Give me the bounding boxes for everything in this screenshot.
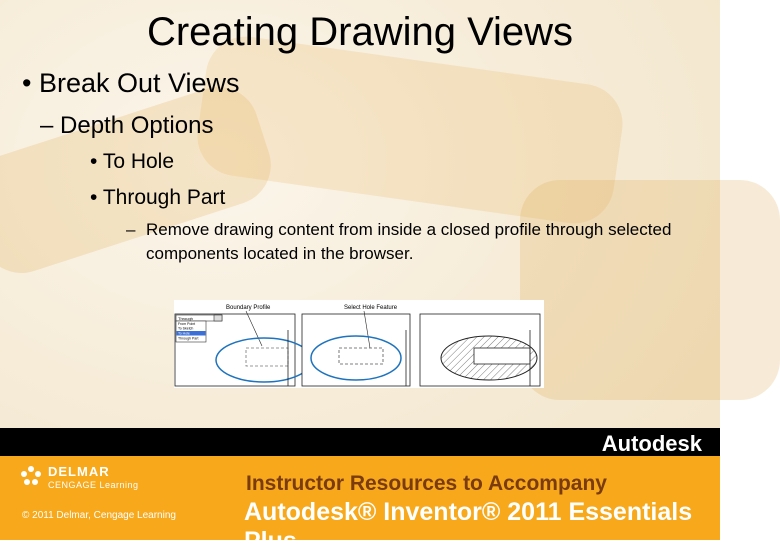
bullet-dash: – <box>126 220 136 239</box>
break-out-figure <box>174 300 544 388</box>
autodesk-logo: Autodesk <box>601 431 702 456</box>
delmar-logo-icon <box>18 464 44 490</box>
slide-title: Creating Drawing Views <box>146 10 574 54</box>
bullet-level3-text: To Hole <box>102 150 175 173</box>
footer-subheading: Autodesk® Inventor® 2011 Essentials Plus <box>244 498 693 555</box>
boundary-profile-label: Boundary Profile <box>226 305 271 311</box>
footer-heading: Instructor Resources to Accompany <box>246 472 607 495</box>
select-hole-feature-label: Select Hole Feature <box>344 305 398 311</box>
dropdown-option: To Sketch <box>178 326 194 331</box>
bullet-level2-text: Depth Options <box>60 112 214 139</box>
bullet-level3-through-part: • Through Part <box>90 186 226 209</box>
bullet-level2: – Depth Options <box>40 112 214 139</box>
dropdown-option: Through Part <box>178 336 199 341</box>
dropdown-option-selected: To Hole <box>178 331 190 336</box>
delmar-wordmark: DELMAR <box>48 464 110 479</box>
cengage-wordmark: CENGAGE Learning <box>48 480 139 490</box>
dropdown-option: From Point <box>178 322 196 326</box>
bullet-level3-to-hole: • To Hole <box>90 150 175 173</box>
bullet-level3-text: Through Part <box>102 186 226 209</box>
bullet-level4-text: Remove drawing content from inside a closed profile through selected components located in the browser. <box>146 220 672 263</box>
break-out-illustration <box>174 300 544 388</box>
bullet-level1: • Break Out Views <box>22 68 240 98</box>
bullet-level1-text: Break Out Views <box>38 68 240 98</box>
copyright-text: © 2011 Delmar, Cengage Learning <box>22 510 176 521</box>
dropdown-value: Through <box>178 316 193 321</box>
background-shape <box>520 180 780 400</box>
bullet-level4 <box>126 218 706 266</box>
